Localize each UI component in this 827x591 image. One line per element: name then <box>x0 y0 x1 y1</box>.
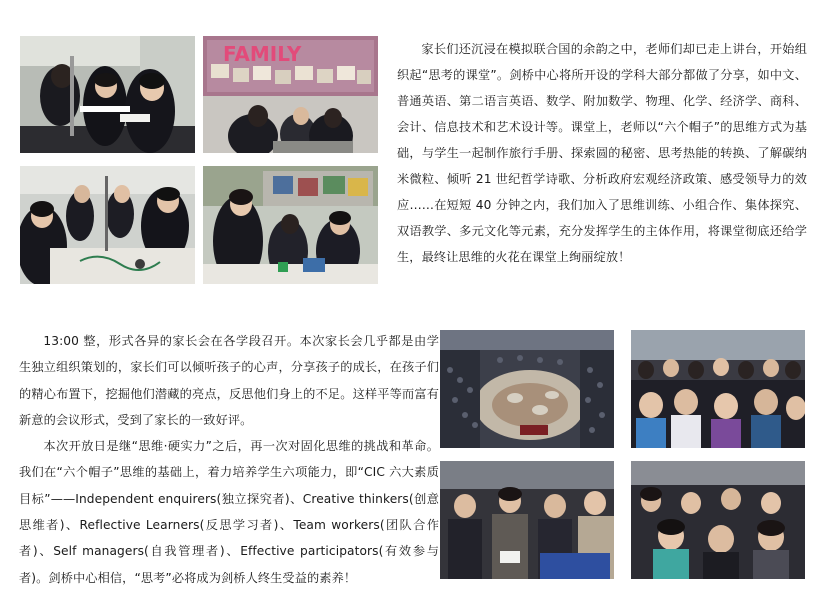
top-article-text <box>397 36 807 270</box>
bottom-article-text <box>19 328 439 591</box>
photo-craft-class <box>203 166 378 284</box>
photo-auditorium-overhead <box>440 330 614 448</box>
top-paragraph: 家长们还沉浸在模拟联合国的余韵之中，老师们却已走上讲台，开始组织起“思考的课堂”。剑桥中心将所开设的学科大部分都做了分享，如中文、普通英语、第二语言英语、数学、附加数学、物理、化学、经济学、商科、会计、信息技术和艺术设计等。课堂上，老师以“六个帽子”的思维方式为基础，与学生一起制作旅行手册、探索圆的秘密、思考热能的转换、了解碳纳米微粒、倾听 21 世纪哲学诗歌、分析政府宏观经济政策、感受领导力的效应……在短短 40 分钟之内，我们加入了思维训练、小组合作、集体探究、双语教学、多元文化等元素，充分发挥学生的主体作用，将课堂彻底还给学生，最终让思维的火花在课堂上绚丽绽放！ <box>397 42 807 264</box>
bottom-paragraph-2: 本次开放日是继“思维·硬实力”之后，再一次对固化思维的挑战和革命。我们在“六个帽子”思维的基础上，着力培养学生六项能力，即“CIC 六大素质目标”——Independent enquirers(独立探究者)、Creative thinkers(创意思维者)、Reflective Learners(反思学习者)、Team workers(团队合作者)、Self managers(自我管理者)、Effective participators(有效参与者)。剑桥中心相信，“思考”必将成为剑桥人终生受益的素养！ <box>19 439 439 585</box>
photo-students-lab <box>20 36 195 153</box>
banner-text: FAMILY <box>223 42 302 66</box>
photo-family-classroom <box>203 36 378 153</box>
photo-student-audience <box>631 330 805 448</box>
photo-experiment-table <box>20 166 195 284</box>
photo-parents-crowd <box>631 461 805 579</box>
photo-parents-seated <box>440 461 614 579</box>
bottom-paragraph-1: 13:00 整，形式各异的家长会在各学段召开。本次家长会几乎都是由学生独立组织策划的，家长们可以倾听孩子的心声，分享孩子的成长，在孩子们的精心布置下，挖掘他们潜藏的亮点，反思他们身上的不足。这样平等而富有新意的会议形式，受到了家长的一致好评。 <box>19 334 439 427</box>
